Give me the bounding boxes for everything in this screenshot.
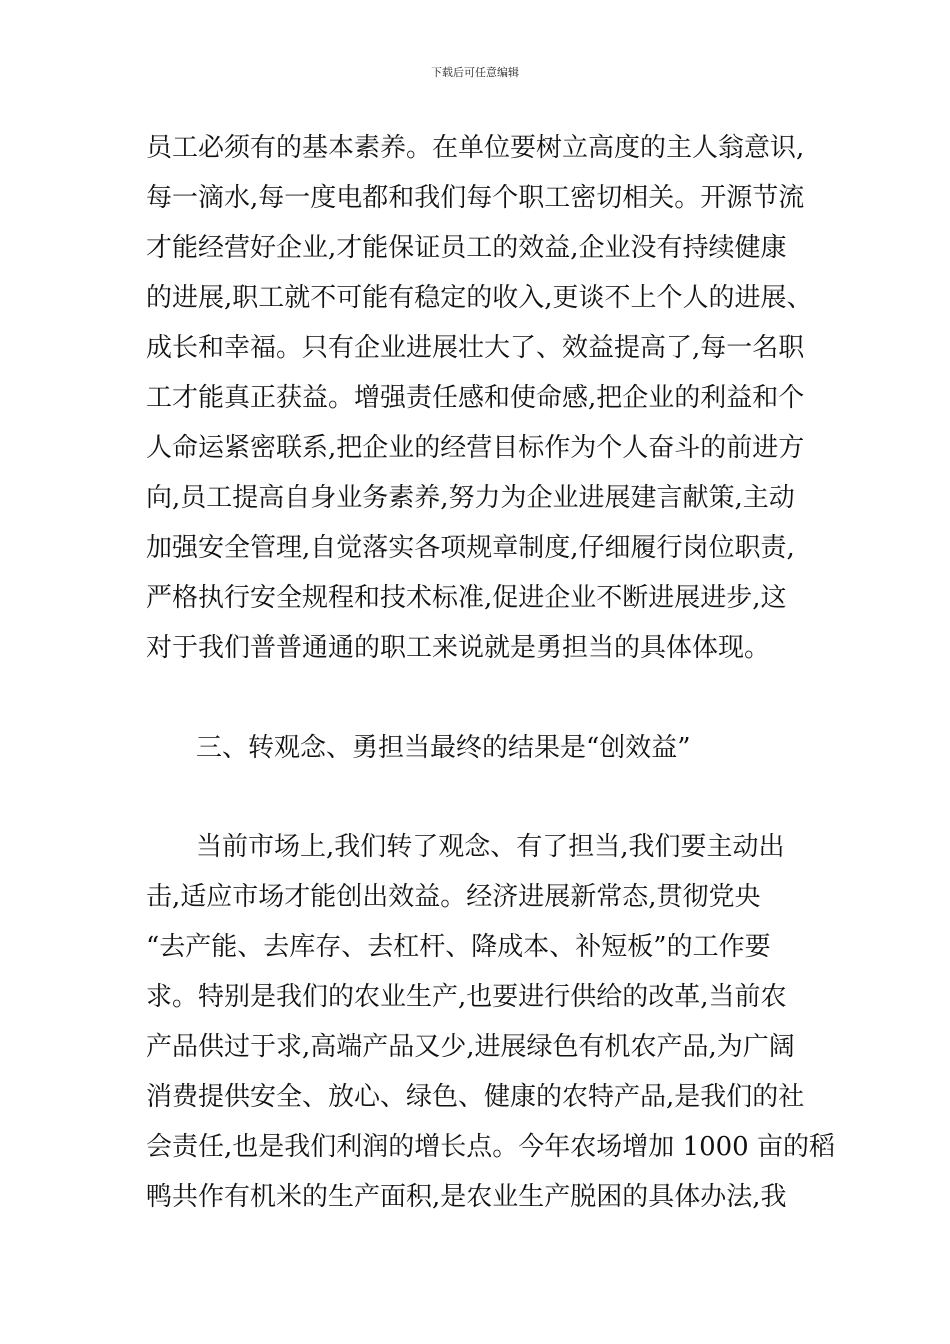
paragraph-1-line-7: 人命运紧密联系,把企业的经营目标作为个人奋斗的前进方 <box>146 433 805 463</box>
paragraph-2-line-4: 求。特别是我们的农业生产,也要进行供给的改革,当前农 <box>146 982 787 1012</box>
paragraph-2-line-2: 击,适应市场才能创出效益。经济进展新常态,贯彻党央 <box>146 882 761 912</box>
paragraph-2-line-8: 鸭共作有机米的生产面积,是农业生产脱困的具体办法,我 <box>146 1182 787 1212</box>
paragraph-2-line-6: 消费提供安全、放心、绿色、健康的农特产品,是我们的社 <box>146 1082 805 1112</box>
page-header: 下载后可任意编辑 <box>431 66 519 79</box>
paragraph-2-line-1: 当前市场上,我们转了观念、有了担当,我们要主动出 <box>196 832 785 862</box>
paragraph-1-line-3: 才能经营好企业,才能保证员工的效益,企业没有持续健康 <box>146 233 787 263</box>
paragraph-1-line-6: 工才能真正获益。增强责任感和使命感,把企业的利益和个 <box>146 383 805 413</box>
section-heading: 三、转观念、勇担当最终的结果是“创效益” <box>196 733 691 763</box>
paragraph-1-line-2: 每一滴水,每一度电都和我们每个职工密切相关。开源节流 <box>146 183 805 213</box>
paragraph-1-line-5: 成长和幸福。只有企业进展壮大了、效益提高了,每一名职 <box>146 333 805 363</box>
paragraph-1-line-8: 向,员工提高自身业务素养,努力为企业进展建言献策,主动 <box>146 483 795 513</box>
paragraph-2-line-3: “去产能、去库存、去杠杆、降成本、补短板”的工作要 <box>146 932 771 962</box>
paragraph-1-line-10: 严格执行安全规程和技术标准,促进企业不断进展进步,这 <box>146 583 787 613</box>
paragraph-2-line-7: 会责任,也是我们利润的增长点。今年农场增加 1000 亩的稻 <box>146 1132 835 1162</box>
paragraph-1-line-4: 的进展,职工就不可能有稳定的收入,更谈不上个人的进展、 <box>146 283 813 313</box>
paragraph-1-line-9: 加强安全管理,自觉落实各项规章制度,仔细履行岗位职责, <box>146 533 795 563</box>
paragraph-2-line-5: 产品供过于求,高端产品又少,进展绿色有机农产品,为广阔 <box>146 1032 795 1062</box>
paragraph-1-line-1: 员工必须有的基本素养。在单位要树立高度的主人翁意识, <box>146 133 805 163</box>
paragraph-1-line-11: 对于我们普普通通的职工来说就是勇担当的具体体现。 <box>146 633 771 663</box>
